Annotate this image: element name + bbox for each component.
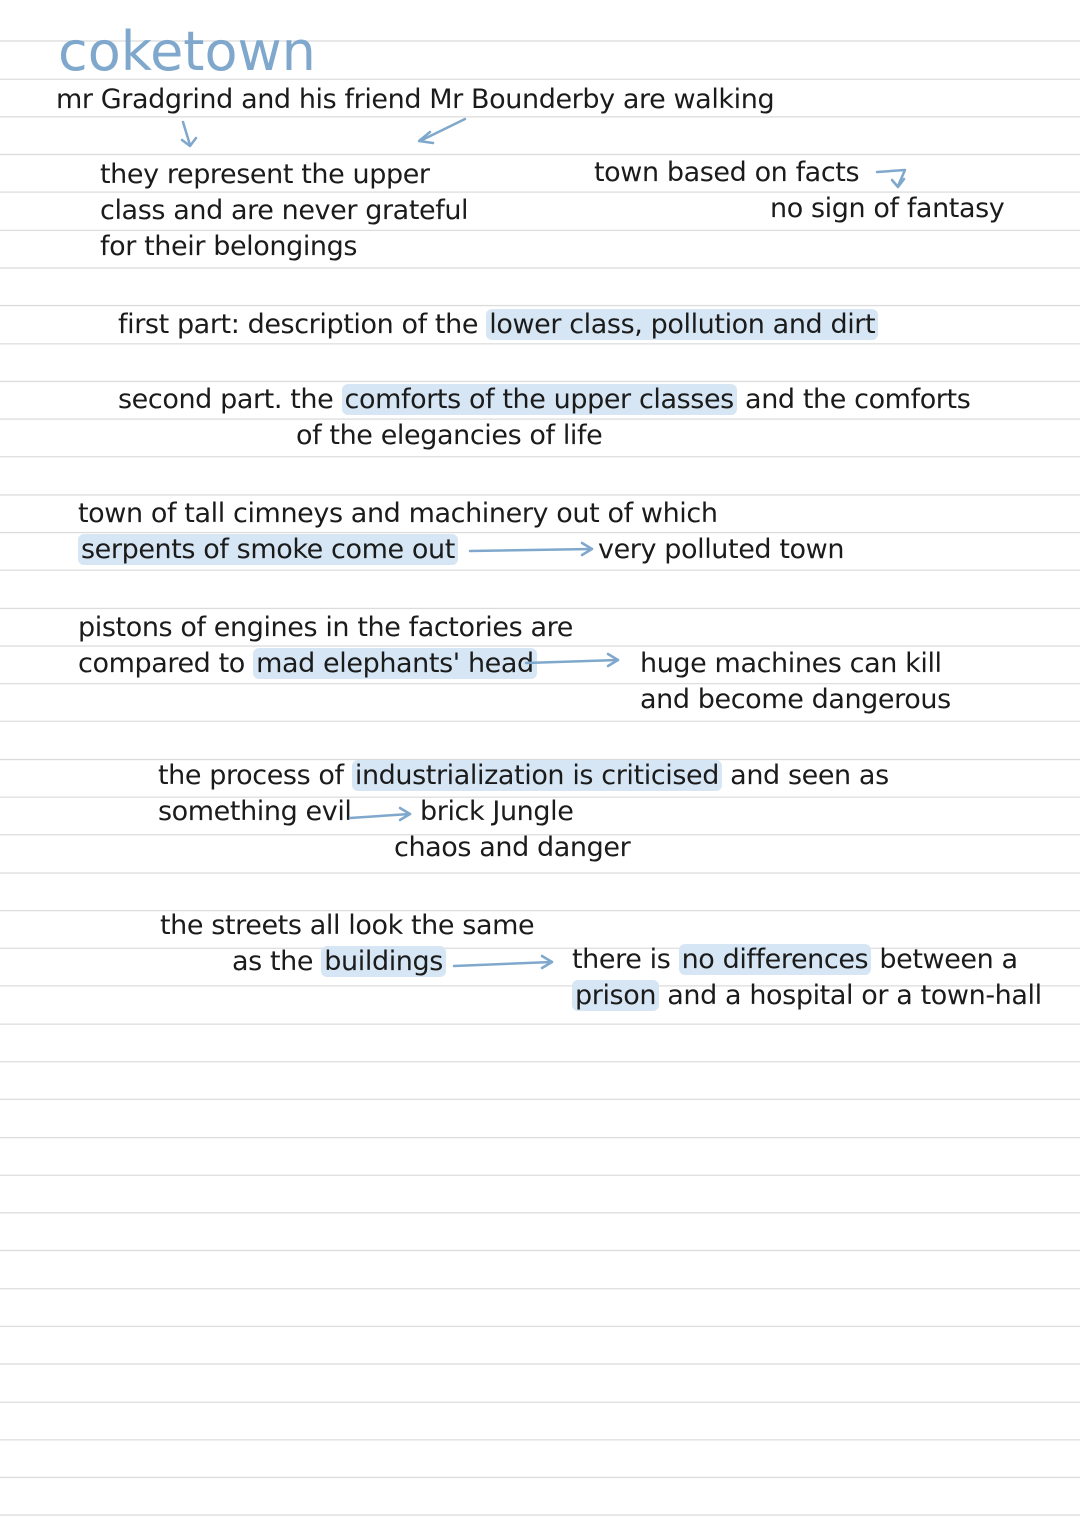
chimneys-line-1: town of tall cimneys and machinery out of which [78, 498, 718, 529]
something-evil-line: something evil [158, 796, 352, 827]
second-part-line-2: of the elegancies of life [296, 420, 603, 451]
arrow-machines-icon [526, 654, 618, 666]
page-title: coketown [58, 20, 316, 83]
differences-text-b: between a [879, 944, 1018, 975]
first-part-line [118, 307, 878, 343]
industrialization-line-1 [158, 758, 889, 794]
differences-highlight: no differences [679, 944, 872, 975]
pistons-line-2 [78, 646, 537, 682]
machines-result-line-1: huge machines can kill [640, 648, 942, 679]
second-part-label: second part. [118, 384, 283, 415]
streets-line-2 [232, 944, 446, 980]
arrow-polluted-icon [470, 543, 592, 555]
intro-line: mr Gradgrind and his friend Mr Bounderby are walking [56, 84, 775, 115]
industrialization-text-b: and seen as [730, 760, 889, 791]
second-part-text-a: the [290, 384, 334, 415]
industrialization-highlight: industrialization is criticised [352, 760, 722, 791]
first-part-text: description of the [247, 309, 479, 340]
pistons-highlight: mad elephants' head [253, 648, 537, 679]
no-fantasy-line: no sign of fantasy [770, 193, 1005, 224]
second-part-line-1 [118, 382, 970, 418]
arrow-from-bounderby-icon [419, 119, 465, 143]
chimneys-line-2 [78, 532, 458, 568]
differences-result-line-1 [572, 942, 1018, 978]
upper-class-line-1: they represent the upper [100, 159, 430, 190]
streets-text: as the [232, 946, 314, 977]
second-part-text-b: and the comforts [745, 384, 971, 415]
streets-highlight: buildings [321, 946, 446, 977]
industrialization-text-a: the process of [158, 760, 344, 791]
first-part-label: first part: [118, 309, 240, 340]
brick-jungle-result: brick Jungle [420, 796, 574, 827]
pistons-text: compared to [78, 648, 245, 679]
upper-class-line-2: class and are never grateful [100, 195, 469, 226]
streets-line-1: the streets all look the same [160, 910, 535, 941]
chaos-danger-result: chaos and danger [394, 832, 631, 863]
chimneys-highlight: serpents of smoke come out [78, 534, 458, 565]
arrow-differences-icon [454, 956, 552, 968]
differences-text-c: and a hospital or a town-hall [667, 980, 1042, 1011]
arrow-down-left-icon [182, 122, 196, 146]
differences-text-a: there is [572, 944, 671, 975]
prison-highlight: prison [572, 980, 659, 1011]
first-part-highlight: lower class, pollution and dirt [486, 309, 878, 340]
differences-result-line-2 [572, 978, 1042, 1014]
machines-result-line-2: and become dangerous [640, 684, 951, 715]
upper-class-line-3: for their belongings [100, 231, 358, 262]
arrow-brick-jungle-icon [350, 808, 410, 820]
second-part-highlight: comforts of the upper classes [342, 384, 737, 415]
polluted-town-result: very polluted town [598, 534, 845, 565]
pistons-line-1: pistons of engines in the factories are [78, 612, 573, 643]
curved-arrow-icon [877, 170, 905, 187]
town-facts-line: town based on facts [594, 157, 860, 188]
